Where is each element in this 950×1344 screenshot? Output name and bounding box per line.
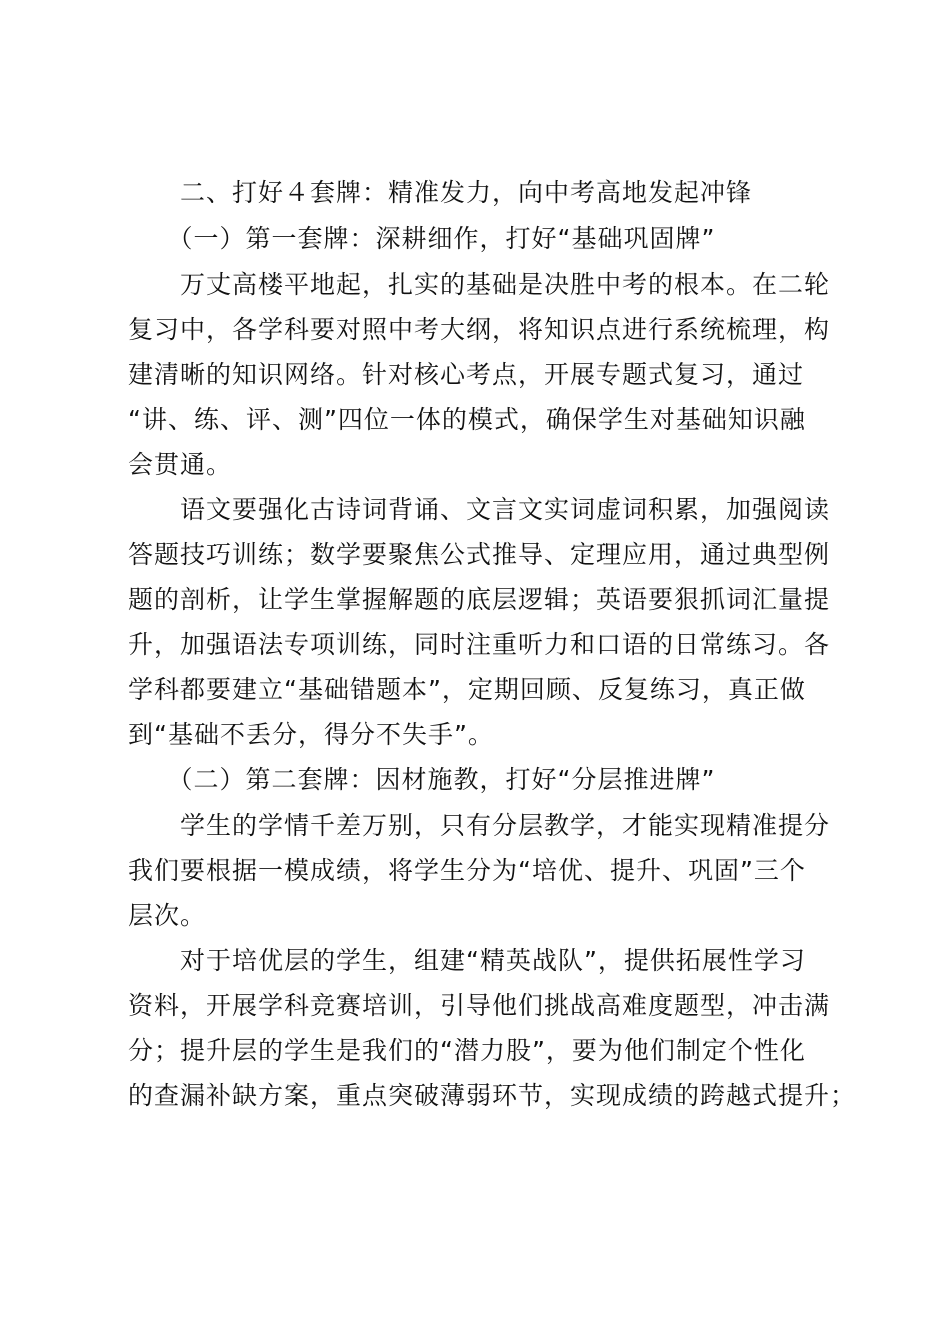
paragraph-1-line-2: 复习中，各学科要对照中考大纲，将知识点进行系统梳理，构: [128, 315, 831, 344]
paragraph-3-line-2: 我们要根据一模成绩，将学生分为“培优、提升、巩固”三个: [128, 856, 806, 885]
paragraph-3-line-3: 层次。: [128, 901, 207, 930]
paragraph-4-line-4: 的查漏补缺方案，重点突破薄弱环节，实现成绩的跨越式提升；: [128, 1081, 857, 1110]
paragraph-1-line-3: 建清晰的知识网络。针对核心考点，开展专题式复习，通过: [128, 360, 805, 389]
paragraph-2-line-6: 到“基础不丢分，得分不失手”。: [128, 720, 494, 749]
paragraph-1-line-5: 会贯通。: [128, 450, 233, 479]
paragraph-4-line-1: 对于培优层的学生，组建“精英战队”，提供拓展性学习: [128, 946, 806, 975]
paragraph-2-line-5: 学科都要建立“基础错题本”，定期回顾、反复练习，真正做: [128, 675, 806, 704]
paragraph-2-line-4: 升，加强语法专项训练，同时注重听力和口语的日常练习。各: [128, 630, 831, 659]
paragraph-3-line-1: 学生的学情千差万别，只有分层教学，才能实现精准提分: [128, 811, 831, 840]
paragraph-1-line-1: 万丈高楼平地起，扎实的基础是决胜中考的根本。在二轮: [128, 270, 831, 299]
paragraph-4-line-3: 分；提升层的学生是我们的“潜力股”，要为他们制定个性化: [128, 1036, 806, 1065]
subsection-heading-2: （二）第二套牌：因材施教，打好“分层推进牌”: [128, 765, 716, 794]
paragraph-1-line-4: “讲、练、评、测”四位一体的模式，确保学生对基础知识融: [128, 405, 806, 434]
section-heading: 二、打好４套牌：精准发力，向中考高地发起冲锋: [128, 178, 753, 207]
paragraph-4-line-2: 资料，开展学科竞赛培训，引导他们挑战高难度题型，冲击满: [128, 991, 831, 1020]
paragraph-2-line-3: 题的剖析，让学生掌握解题的底层逻辑；英语要狠抓词汇量提: [128, 585, 831, 614]
paragraph-2-line-2: 答题技巧训练；数学要聚焦公式推导、定理应用，通过典型例: [128, 540, 831, 569]
document-body: [128, 170, 857, 1118]
paragraph-2-line-1: 语文要强化古诗词背诵、文言文实词虚词积累，加强阅读: [128, 495, 831, 524]
subsection-heading-1: （一）第一套牌：深耕细作，打好“基础巩固牌”: [128, 224, 716, 253]
